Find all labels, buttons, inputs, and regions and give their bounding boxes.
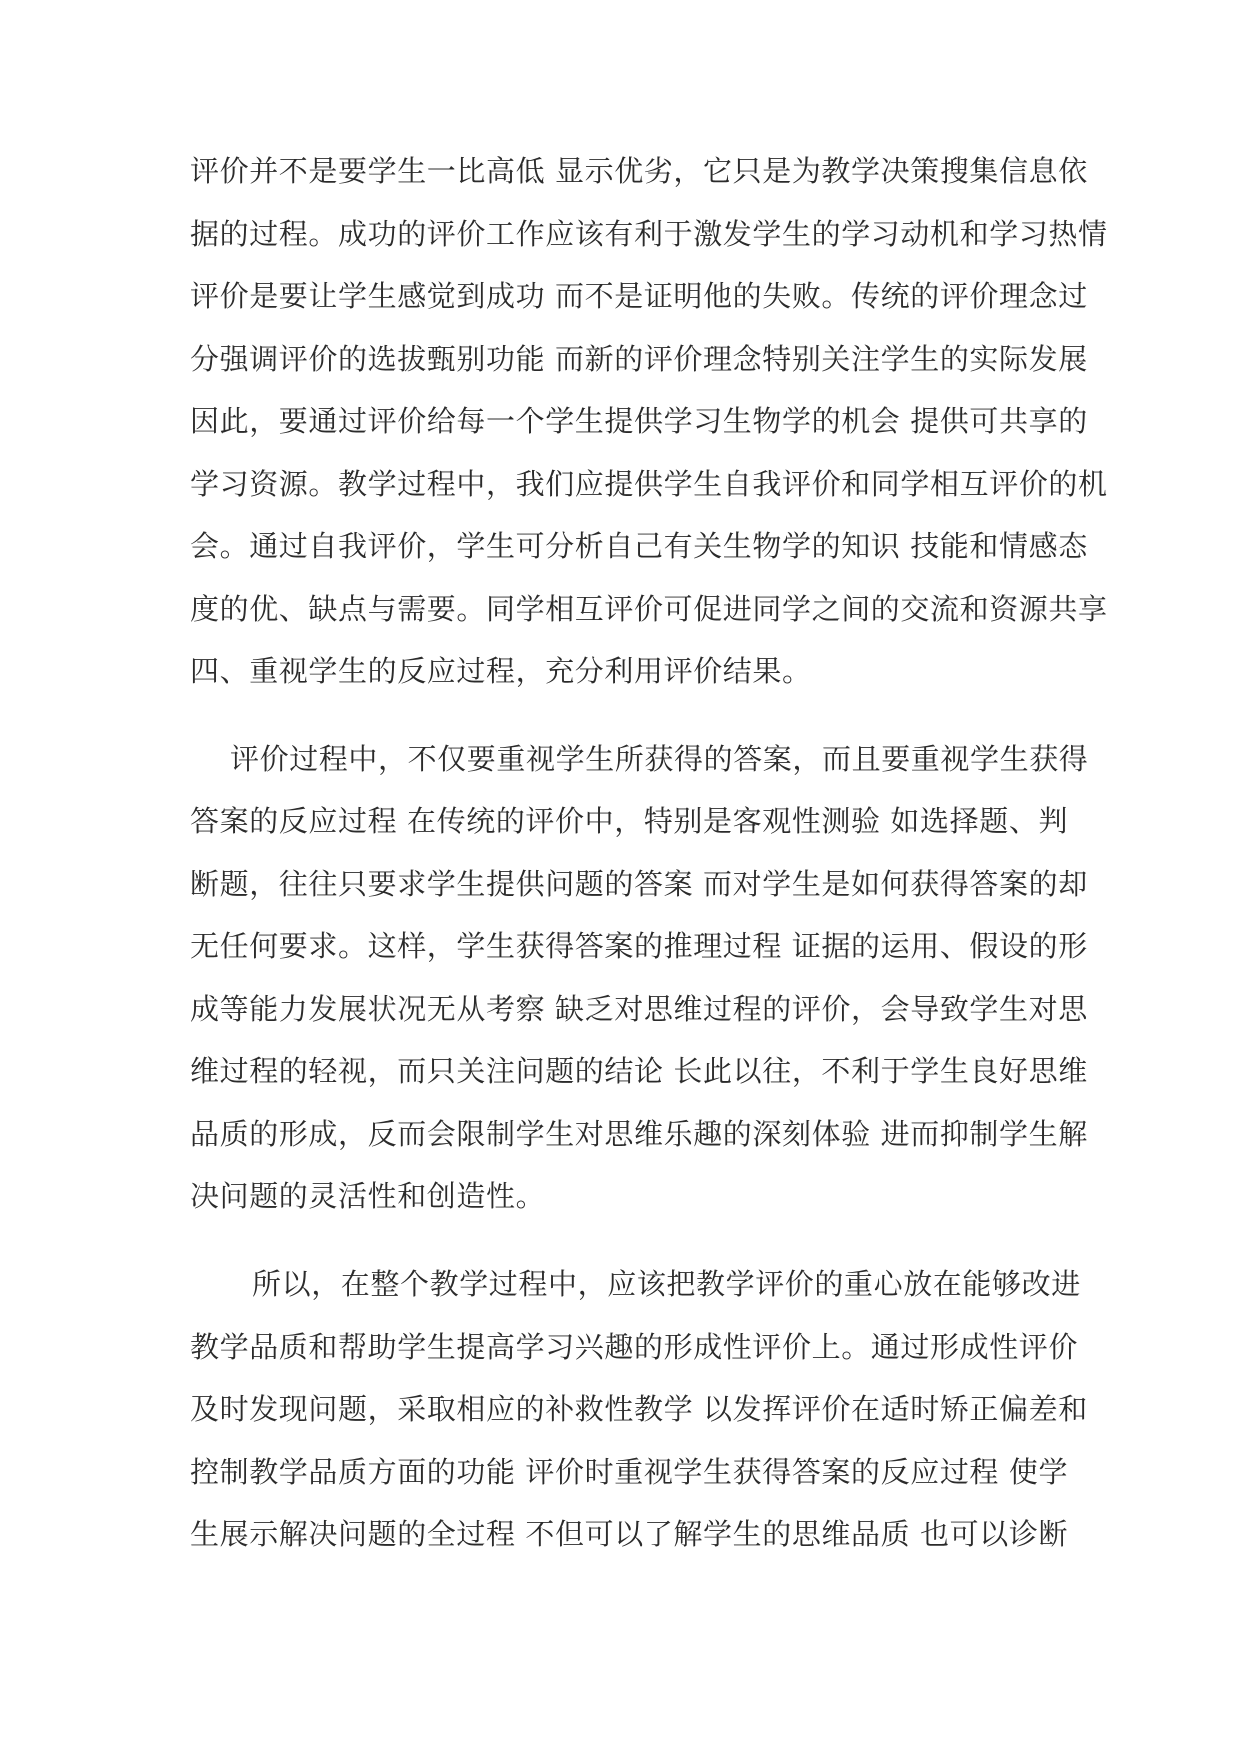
text-line: 因此，要通过评价给每一个学生提供学习生物学的机会 提供可共享的 xyxy=(190,404,1088,438)
paragraph-first-line: 所以，在整个教学过程中，应该把教学评价的重心放在能够改进 xyxy=(252,1267,1081,1301)
text-line: 及时发现问题，采取相应的补救性教学 以发挥评价在适时矫正偏差和 xyxy=(190,1392,1088,1426)
text-line: 评价是要让学生感觉到成功 而不是证明他的失败。传统的评价理念过 xyxy=(190,279,1088,313)
text-line: 生展示解决问题的全过程 不但可以了解学生的思维品质 也可以诊断 xyxy=(190,1517,1069,1551)
text-line: 度的优、缺点与需要。同学相互评价可促进同学之间的交流和资源共享 xyxy=(190,592,1108,626)
text-line: 学习资源。教学过程中，我们应提供学生自我评价和同学相互评价的机 xyxy=(190,467,1108,501)
text-line: 评价并不是要学生一比高低 显示优劣，它只是为教学决策搜集信息依 xyxy=(190,154,1088,188)
text-line: 成等能力发展状况无从考察 缺乏对思维过程的评价，会导致学生对思 xyxy=(190,992,1088,1026)
text-line: 无任何要求。这样，学生获得答案的推理过程 证据的运用、假设的形 xyxy=(190,929,1088,963)
text-line: 控制教学品质方面的功能 评价时重视学生获得答案的反应过程 使学 xyxy=(190,1455,1069,1489)
text-line: 答案的反应过程 在传统的评价中，特别是客观性测验 如选择题、判 xyxy=(190,804,1069,838)
text-line: 据的过程。成功的评价工作应该有利于激发学生的学习动机和学习热情 xyxy=(190,217,1108,251)
text-line: 分强调评价的选拔甄别功能 而新的评价理念特别关注学生的实际发展 xyxy=(190,342,1088,376)
text-line: 教学品质和帮助学生提高学习兴趣的形成性评价上。通过形成性评价 xyxy=(190,1330,1079,1364)
text-line: 决问题的灵活性和创造性。 xyxy=(190,1179,546,1213)
text-line: 断题，往往只要求学生提供问题的答案 而对学生是如何获得答案的却 xyxy=(190,867,1088,901)
text-line: 维过程的轻视，而只关注问题的结论 长此以往，不利于学生良好思维 xyxy=(190,1054,1088,1088)
paragraph-first-line: 评价过程中，不仅要重视学生所获得的答案，而且要重视学生获得 xyxy=(230,742,1089,776)
text-line: 会。通过自我评价，学生可分析自己有关生物学的知识 技能和情感态 xyxy=(190,529,1088,563)
text-line: 品质的形成，反而会限制学生对思维乐趣的深刻体验 进而抑制学生解 xyxy=(190,1117,1088,1151)
section-heading: 四、重视学生的反应过程，充分利用评价结果。 xyxy=(190,654,812,688)
